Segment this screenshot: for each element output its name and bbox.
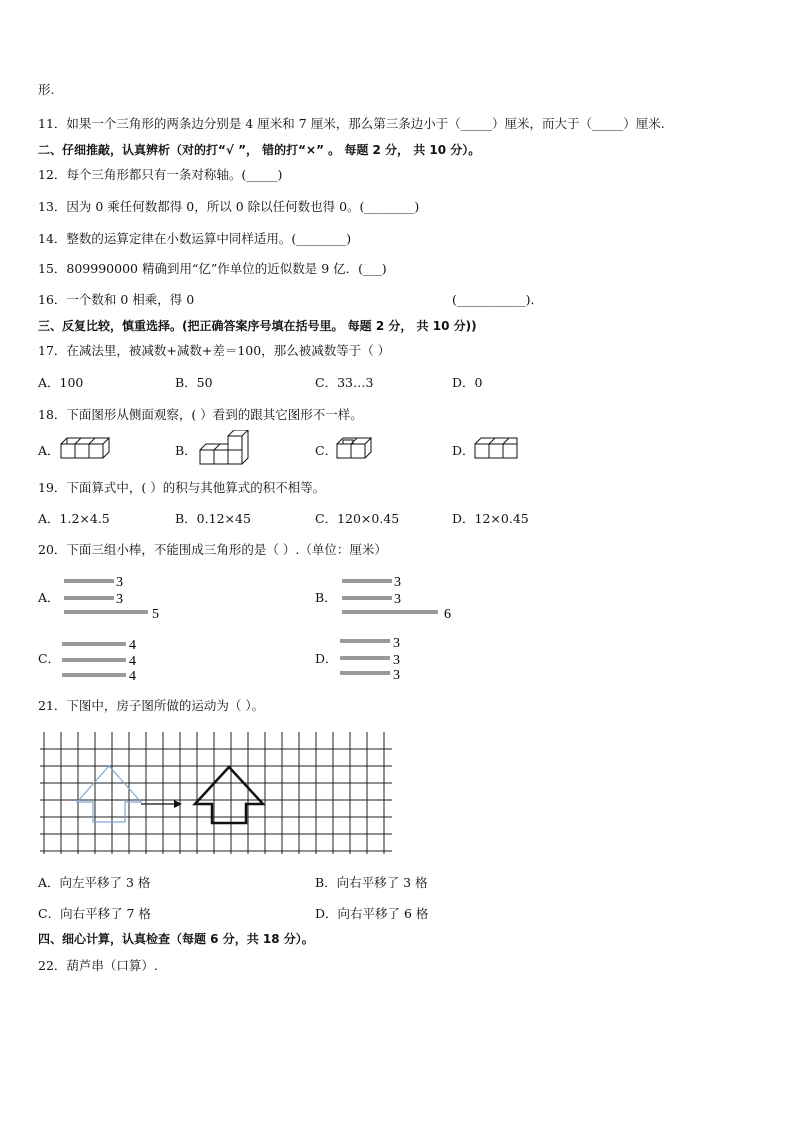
stick-length-label: 4 — [129, 669, 136, 684]
stick-length-label: 3 — [393, 653, 400, 668]
stick-length-label: 3 — [393, 668, 400, 683]
question-12: 12．每个三角形都只有一条对称轴。(_____) — [38, 167, 283, 182]
q19-option-a: A．1.2×4.5 — [38, 511, 110, 526]
question-22: 22．葫芦串（口算）. — [38, 958, 158, 973]
stick-length-label: 4 — [129, 638, 136, 653]
q18-figure-b — [198, 430, 250, 466]
question-17: 17．在减法里，被减数+减数+差＝100，那么被减数等于（ ） — [38, 343, 391, 358]
q19-option-d: D．12×0.45 — [452, 511, 529, 526]
q21-option-c: C．向右平移了 7 格 — [38, 906, 151, 921]
translation-arrow-head — [174, 800, 182, 808]
stick-length-label: 5 — [152, 607, 159, 622]
section-4-heading: 四、细心计算，认真检查（每题 6 分，共 18 分）。 — [38, 932, 314, 946]
question-20: 20．下面三组小棒，不能围成三角形的是（ ）.（单位：厘米） — [38, 542, 387, 557]
q18-option-b: B． — [175, 443, 197, 458]
question-18: 18．下面图形从侧面观察，( ）看到的跟其它图形不一样。 — [38, 407, 363, 422]
q20-option-a: A． — [38, 590, 60, 605]
question-16-blank: (___________)． — [452, 292, 544, 307]
q21-option-d: D．向右平移了 6 格 — [315, 906, 429, 921]
q20-option-c: C． — [38, 651, 61, 666]
q18-option-d: D． — [452, 443, 475, 458]
original-house-shape — [77, 766, 141, 822]
q21-option-b: B．向右平移了 3 格 — [315, 875, 428, 890]
q19-option-b: B．0.12×45 — [175, 511, 251, 526]
q20-option-b: B． — [315, 590, 337, 605]
stick-length-label: 4 — [129, 654, 136, 669]
question-15: 15．809990000 精确到用“亿”作单位的近似数是 9 亿．(___) — [38, 261, 387, 276]
q17-option-c: C．33…3 — [315, 375, 374, 390]
question-14: 14．整数的运算定律在小数运算中同样适用。(________) — [38, 231, 352, 246]
question-21: 21．下图中，房子图所做的运动为（ ）。 — [38, 698, 265, 713]
moved-house-shape — [195, 767, 263, 823]
q18-figure-d — [474, 434, 520, 464]
q20-sticks-c — [58, 634, 148, 684]
stick-length-label: 3 — [394, 592, 401, 607]
question-19: 19．下面算式中，( ）的积与其他算式的积不相等。 — [38, 480, 326, 495]
q20-sticks-d — [336, 634, 416, 684]
question-11: 11．如果一个三角形的两条边分别是 4 厘米和 7 厘米，那么第三条边小于（_____）厘米，而大于（_____）厘米. — [38, 116, 665, 131]
section-2-heading: 二、仔细推敲，认真辨析（对的打“√ ”， 错的打“×” 。 每题 2 分， 共 10 分）。 — [38, 143, 481, 157]
stick-length-label: 3 — [116, 575, 123, 590]
stick-length-label: 3 — [116, 592, 123, 607]
q18-figure-c — [336, 436, 380, 464]
grid-lines — [40, 732, 392, 854]
q20-sticks-a — [60, 572, 170, 622]
question-13: 13．因为 0 乘任何数都得 0，所以 0 除以任何数也得 0。(________) — [38, 199, 420, 214]
q17-option-a: A．100 — [38, 375, 84, 390]
stick-length-label: 6 — [444, 607, 451, 622]
q17-option-d: D．0 — [452, 375, 483, 390]
q19-option-c: C．120×0.45 — [315, 511, 400, 526]
q21-grid-figure — [40, 732, 400, 860]
prev-question-tail: 形. — [38, 82, 55, 97]
q20-sticks-b — [338, 572, 468, 622]
q18-option-c: C． — [315, 443, 338, 458]
q18-figure-a — [60, 436, 112, 464]
q20-option-d: D． — [315, 651, 338, 666]
q17-option-b: B．50 — [175, 375, 213, 390]
stick-length-label: 3 — [394, 575, 401, 590]
q18-option-a: A． — [38, 443, 60, 458]
section-3-heading: 三、反复比较，慎重选择。(把正确答案序号填在括号里。 每题 2 分， 共 10 分)) — [38, 319, 477, 333]
q21-option-a: A．向左平移了 3 格 — [38, 875, 151, 890]
question-16: 16．一个数和 0 相乘，得 0 — [38, 292, 195, 307]
stick-length-label: 3 — [393, 636, 400, 651]
